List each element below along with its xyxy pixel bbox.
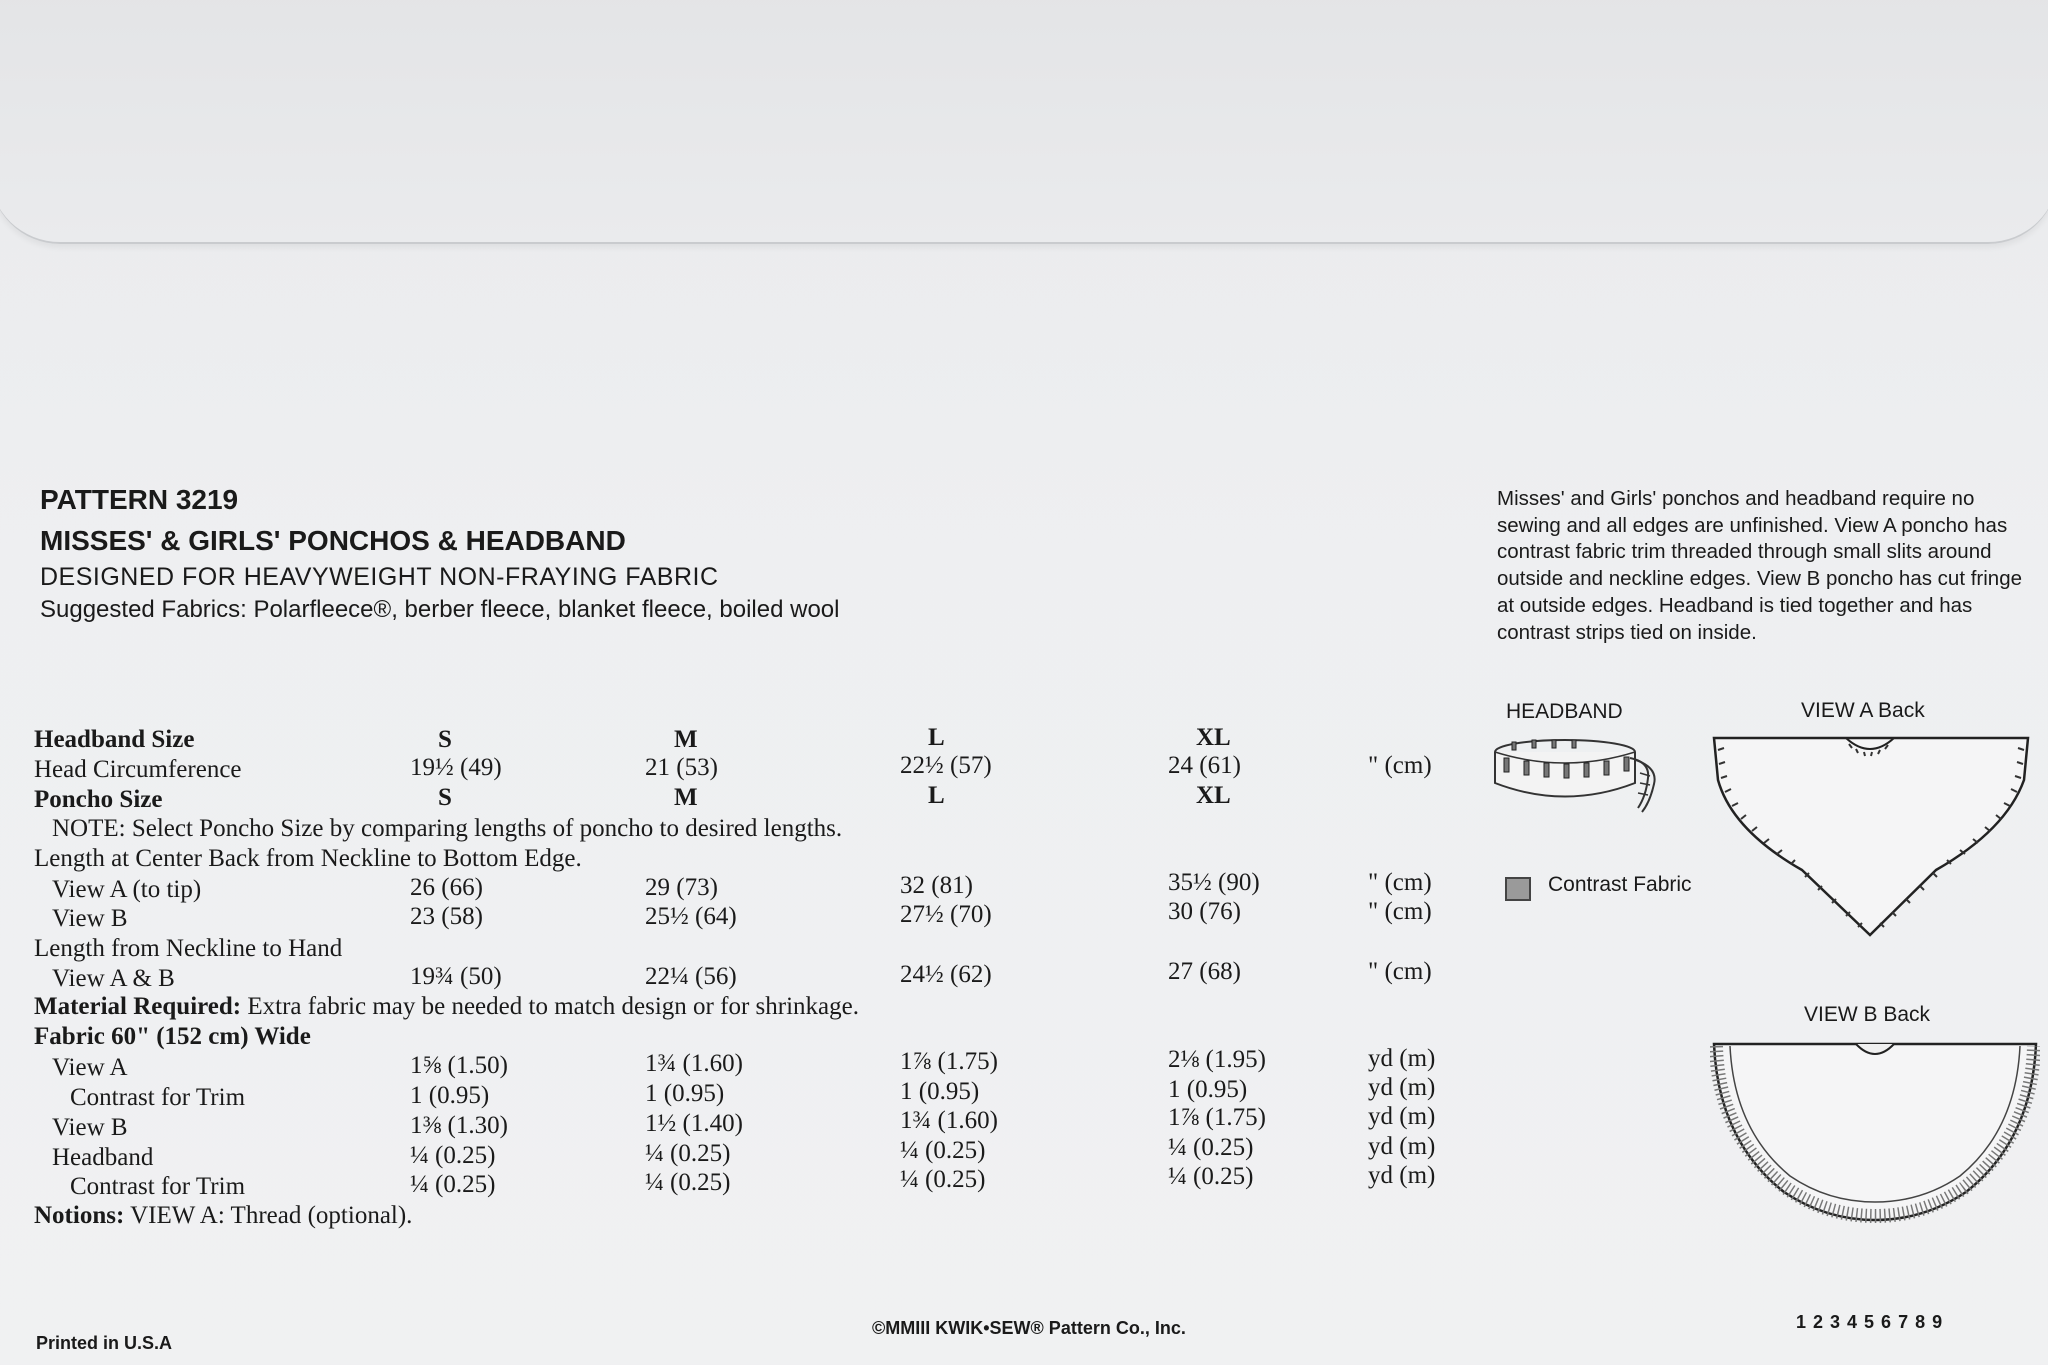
head-circ-s: 19½ (49) bbox=[410, 754, 502, 781]
view-b-poncho-illustration bbox=[1710, 1030, 2040, 1225]
contrast-a-m: 1 (0.95) bbox=[645, 1080, 725, 1107]
suggested-fabrics: Suggested Fabrics: Polarfleece®, berber fleece, blanket fleece, boiled wool bbox=[40, 596, 840, 623]
designed-for: DESIGNED FOR HEAVYWEIGHT NON-FRAYING FABRIC bbox=[40, 563, 719, 591]
poncho-size-label: Poncho Size bbox=[34, 786, 163, 813]
view-a-fab-l: 1⅞ (1.75) bbox=[900, 1048, 998, 1075]
view-a-fab-m: 1¾ (1.60) bbox=[645, 1050, 743, 1077]
view-a-back-label: VIEW A Back bbox=[1801, 699, 1925, 722]
unit-contrast-hb: yd (m) bbox=[1368, 1162, 1436, 1189]
view-b-len-l: 27½ (70) bbox=[900, 901, 992, 928]
view-b-fab-l: 1¾ (1.60) bbox=[900, 1107, 998, 1134]
view-a-fab-xl: 2⅛ (1.95) bbox=[1168, 1046, 1266, 1073]
contrast-hb-s: ¼ (0.25) bbox=[410, 1171, 496, 1198]
poncho-size-s: S bbox=[438, 784, 452, 811]
head-circ-l: 22½ (57) bbox=[900, 752, 992, 779]
unit-head-circ: " (cm) bbox=[1368, 752, 1432, 779]
length-cb-label: Length at Center Back from Neckline to Bottom Edge. bbox=[34, 845, 582, 872]
pattern-description: Misses' and Girls' ponchos and headband require no sewing and all edges are unfinished. View A poncho has contrast fabric trim threaded through small slits around outside and neckline edges. View B poncho has cut fringe at outside edges. Headband is tied together and has contrast strips tied on inside. bbox=[1497, 487, 2023, 644]
unit-view-b-fab: yd (m) bbox=[1368, 1103, 1436, 1130]
view-b-len-xl: 30 (76) bbox=[1168, 898, 1241, 925]
material-label: Material Required: bbox=[34, 993, 242, 1020]
view-a-fab-label: View A bbox=[52, 1054, 128, 1081]
view-a-tip-s: 26 (66) bbox=[410, 874, 483, 901]
headband-size-label: Headband Size bbox=[34, 726, 195, 753]
size-xl: XL bbox=[1196, 724, 1231, 751]
headband-illustration bbox=[1490, 728, 1660, 818]
view-ab-m: 22¼ (56) bbox=[645, 963, 737, 990]
view-ab-xl: 27 (68) bbox=[1168, 958, 1241, 985]
headband-label: HEADBAND bbox=[1506, 700, 1623, 723]
material-required bbox=[34, 993, 859, 1021]
view-b-back-label: VIEW B Back bbox=[1804, 1003, 1931, 1026]
notions-label: Notions: bbox=[34, 1202, 125, 1229]
view-a-tip-l: 32 (81) bbox=[900, 872, 973, 899]
view-ab-l: 24½ (62) bbox=[900, 961, 992, 988]
poncho-size-xl: XL bbox=[1196, 782, 1231, 809]
unit-contrast-a: yd (m) bbox=[1368, 1074, 1436, 1101]
view-b-len-label: View B bbox=[52, 905, 128, 932]
unit-view-ab: " (cm) bbox=[1368, 958, 1432, 985]
view-ab-s: 19¾ (50) bbox=[410, 963, 502, 990]
view-a-fab-s: 1⅝ (1.50) bbox=[410, 1052, 508, 1079]
contrast-a-xl: 1 (0.95) bbox=[1168, 1076, 1248, 1103]
contrast-a-l: 1 (0.95) bbox=[900, 1078, 980, 1105]
head-circ-m: 21 (53) bbox=[645, 754, 718, 781]
pattern-title: MISSES' & GIRLS' PONCHOS & HEADBAND bbox=[40, 525, 626, 556]
unit-view-a-tip: " (cm) bbox=[1368, 869, 1432, 896]
contrast-hb-label: Contrast for Trim bbox=[70, 1173, 246, 1200]
view-b-fab-m: 1½ (1.40) bbox=[645, 1110, 743, 1137]
contrast-hb-xl: ¼ (0.25) bbox=[1168, 1163, 1254, 1190]
printed-in: Printed in U.S.A bbox=[36, 1333, 173, 1353]
size-m: M bbox=[674, 726, 698, 753]
head-circ-xl: 24 (61) bbox=[1168, 752, 1241, 779]
view-ab-label: View A & B bbox=[52, 965, 175, 992]
contrast-hb-l: ¼ (0.25) bbox=[900, 1166, 986, 1193]
head-circ-label: Head Circumference bbox=[34, 756, 242, 783]
unit-view-a-fab: yd (m) bbox=[1368, 1045, 1436, 1072]
view-b-fab-xl: 1⅞ (1.75) bbox=[1168, 1104, 1266, 1131]
unit-headband-fab: yd (m) bbox=[1368, 1133, 1436, 1160]
pattern-number: PATTERN 3219 bbox=[40, 484, 239, 515]
headband-fab-s: ¼ (0.25) bbox=[410, 1142, 496, 1169]
poncho-size-m: M bbox=[674, 784, 698, 811]
view-b-fab-label: View B bbox=[52, 1114, 128, 1141]
size-s: S bbox=[438, 726, 452, 753]
fabric-width-label: Fabric 60" (152 cm) Wide bbox=[34, 1023, 311, 1050]
contrast-swatch bbox=[1505, 877, 1531, 901]
view-b-len-s: 23 (58) bbox=[410, 903, 483, 930]
headband-fab-m: ¼ (0.25) bbox=[645, 1140, 731, 1167]
view-b-fab-s: 1⅜ (1.30) bbox=[410, 1112, 508, 1139]
headband-fab-label: Headband bbox=[52, 1144, 154, 1171]
view-b-len-m: 25½ (64) bbox=[645, 903, 737, 930]
notions-text: VIEW A: Thread (optional). bbox=[124, 1202, 413, 1229]
view-a-tip-m: 29 (73) bbox=[645, 874, 718, 901]
size-l: L bbox=[928, 724, 945, 751]
envelope-flap bbox=[0, 0, 2048, 244]
print-run-numbers: 1 2 3 4 5 6 7 8 9 bbox=[1796, 1312, 1944, 1332]
contrast-a-s: 1 (0.95) bbox=[410, 1082, 490, 1109]
poncho-size-l: L bbox=[928, 782, 945, 809]
notions bbox=[34, 1202, 412, 1230]
unit-view-b-len: " (cm) bbox=[1368, 898, 1432, 925]
contrast-fabric-label: Contrast Fabric bbox=[1548, 873, 1692, 896]
view-a-tip-label: View A (to tip) bbox=[52, 876, 202, 903]
contrast-hb-m: ¼ (0.25) bbox=[645, 1169, 731, 1196]
headband-fab-xl: ¼ (0.25) bbox=[1168, 1134, 1254, 1161]
material-text: Extra fabric may be needed to match design or for shrinkage. bbox=[241, 993, 859, 1020]
copyright: ©MMIII KWIK•SEW® Pattern Co., Inc. bbox=[872, 1318, 1186, 1338]
view-a-tip-xl: 35½ (90) bbox=[1168, 869, 1260, 896]
view-a-poncho-illustration bbox=[1706, 730, 2036, 940]
length-hand-label: Length from Neckline to Hand bbox=[34, 935, 343, 962]
headband-fab-l: ¼ (0.25) bbox=[900, 1137, 986, 1164]
size-note: NOTE: Select Poncho Size by comparing lengths of poncho to desired lengths. bbox=[52, 815, 843, 842]
contrast-a-label: Contrast for Trim bbox=[70, 1084, 246, 1111]
